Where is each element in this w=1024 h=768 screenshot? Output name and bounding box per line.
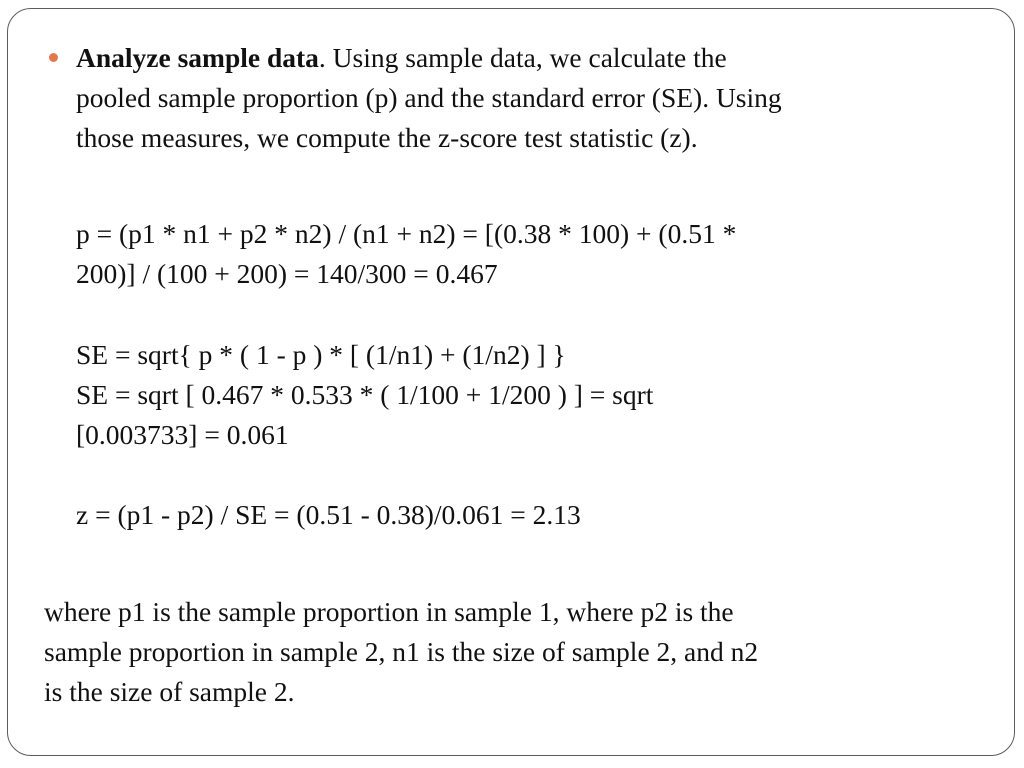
bullet-line-1	[76, 38, 976, 78]
bullet-bold-lead: Analyze sample data	[76, 42, 319, 73]
bullet-text: . Using sample data, we calculate the	[318, 42, 727, 73]
formula-line: SE = sqrt [ 0.467 * 0.533 * ( 1/100 + 1/200 ) ] = sqrt	[76, 379, 654, 410]
formula-line: [0.003733] = 0.061	[76, 419, 289, 450]
formula-line: p = (p1 * n1 + p2 * n2) / (n1 + n2) = [(0.38 * 100) + (0.51 *	[76, 218, 737, 249]
where-line: is the size of sample 2.	[44, 676, 295, 707]
formula-pooled-proportion	[76, 214, 976, 294]
formula-standard-error	[76, 335, 976, 455]
formula-line: 200)] / (100 + 200) = 140/300 = 0.467	[76, 258, 498, 289]
bullet-dot-icon	[49, 53, 58, 62]
where-line: sample proportion in sample 2, n1 is the size of sample 2, and n2	[44, 636, 759, 667]
bullet-paragraph	[76, 38, 976, 158]
formula-z-score	[76, 495, 976, 535]
bullet-line-3: those measures, we compute the z-score test statistic (z).	[76, 122, 698, 153]
formula-line: SE = sqrt{ p * ( 1 - p ) * [ (1/n1) + (1/n2) ] }	[76, 339, 566, 370]
formula-line: z = (p1 - p2) / SE = (0.51 - 0.38)/0.061 = 2.13	[76, 499, 581, 530]
where-line: where p1 is the sample proportion in sample 1, where p2 is the	[44, 596, 734, 627]
bullet-line-2: pooled sample proportion (p) and the standard error (SE). Using	[76, 82, 782, 113]
where-paragraph	[44, 592, 976, 712]
